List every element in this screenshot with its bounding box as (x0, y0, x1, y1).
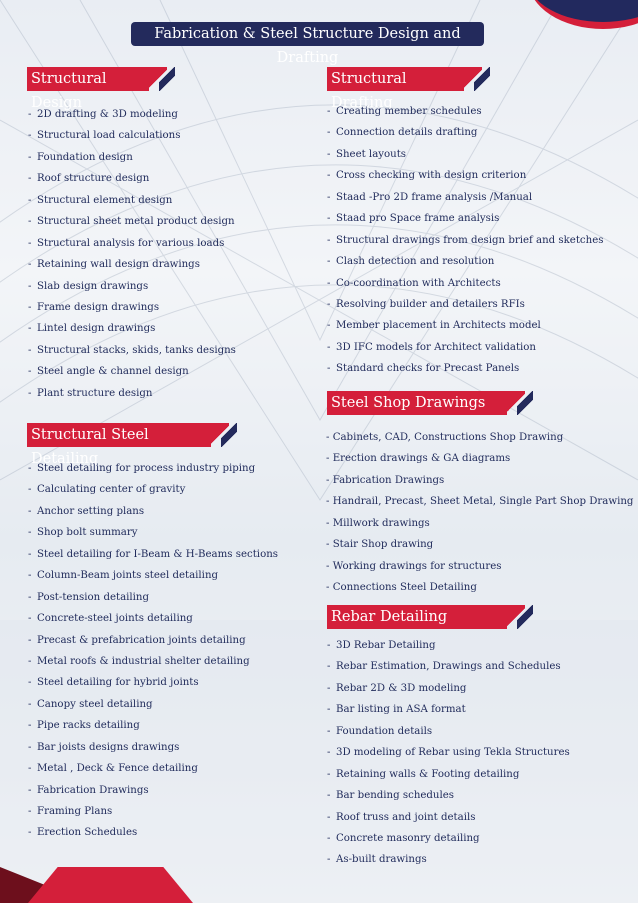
list-item: - Frame design drawings (28, 301, 160, 313)
list-item: - Calculating center of gravity (28, 484, 186, 496)
list-item: - Shop bolt summary (28, 527, 138, 539)
list-item: - Structural stacks, skids, tanks designs (28, 344, 236, 356)
section-heading-label: Structural Steel Detailing (31, 427, 149, 467)
list-item: - Structural element design (28, 194, 173, 206)
list-item: - Framing Plans (28, 806, 113, 817)
list-item: - Millwork drawings (326, 517, 430, 529)
list-item: - Fabrication Drawings (326, 474, 445, 486)
list-item: - Erection drawings & GA diagrams (326, 453, 511, 465)
heading-stripe-decoration (474, 67, 490, 91)
list-item: - Bar joists designs drawings (28, 741, 180, 753)
list-item: - Structural drawings from design brief and sketches (327, 234, 604, 246)
list-item: - Foundation details (327, 725, 433, 737)
list-item: - As-built drawings (327, 854, 427, 866)
list-item: - Pipe racks detailing (28, 720, 140, 732)
list-item: - 3D modeling of Rebar using Tekla Structures (327, 747, 570, 759)
list-item: - Precast & prefabrication joints detailing (28, 634, 246, 646)
list-item: - Standard checks for Precast Panels (327, 363, 520, 375)
list-item: - Structural load calculations (28, 130, 181, 142)
list-item: - Connections Steel Detailing (326, 582, 477, 594)
section-heading-label: Rebar Detailing (331, 609, 448, 625)
section-heading-label: Structural Design (31, 71, 107, 111)
heading-stripe-decoration (159, 67, 175, 91)
section-heading-structural-drafting (327, 67, 464, 111)
list-item: - Member placement in Architects model (327, 320, 541, 332)
list-item: - Retaining walls & Footing detailing (327, 768, 520, 780)
list-item: - Creating member schedules (327, 106, 482, 117)
list-item: - Working drawings for structures (326, 560, 502, 572)
list-item: - Cabinets, CAD, Constructions Shop Drawing (326, 432, 564, 443)
list-item: - 3D Rebar Detailing (327, 640, 436, 651)
list-item: - Steel detailing for hybrid joints (28, 677, 199, 689)
list-item: - Rebar Estimation, Drawings and Schedules (327, 661, 561, 673)
steel-shop-drawings-list (326, 427, 633, 599)
section-heading-structural-steel-detailing (27, 423, 211, 467)
heading-stripe-decoration (517, 605, 533, 629)
list-item: - Post-tension detailing (28, 591, 150, 603)
list-item: - Cross checking with design criterion (327, 170, 527, 182)
list-item: - Rebar 2D & 3D modeling (327, 682, 467, 694)
heading-stripe-decoration (517, 391, 533, 415)
structural-steel-detailing-list (28, 458, 278, 844)
list-item: - Metal , Deck & Fence detailing (28, 763, 198, 775)
list-item: - Bar listing in ASA format (327, 704, 466, 716)
list-item: - Canopy steel detailing (28, 698, 153, 710)
list-item: - Steel angle & channel design (28, 366, 189, 378)
list-item: - Metal roofs & industrial shelter detailing (28, 655, 250, 667)
list-item: - Handrail, Precast, Sheet Metal, Single Part Shop Drawing (326, 496, 634, 508)
list-item: - Steel detailing for I-Beam & H-Beams sections (28, 548, 278, 560)
section-heading-rebar-detailing (327, 605, 507, 629)
list-item: - Erection Schedules (28, 827, 138, 839)
list-item: - Bar bending schedules (327, 790, 455, 802)
list-item: - Staad -Pro 2D frame analysis /Manual (327, 191, 533, 203)
list-item: - Roof truss and joint details (327, 811, 476, 823)
list-item: - Clash detection and resolution (327, 256, 495, 268)
section-heading-structural-design (27, 67, 149, 111)
list-item: - Concrete masonry detailing (327, 832, 480, 844)
heading-stripe-decoration (221, 423, 237, 447)
section-heading-label: Structural Drafting (331, 71, 407, 111)
list-item: - Fabrication Drawings (28, 784, 149, 796)
list-item: - Slab design drawings (28, 280, 149, 292)
list-item: - Structural sheet metal product design (28, 216, 235, 228)
list-item: - Plant structure design (28, 387, 153, 399)
list-item: - Column-Beam joints steel detailing (28, 570, 219, 582)
structural-drafting-list (327, 101, 603, 380)
list-item: - Steel detailing for process industry piping (28, 463, 256, 474)
list-item: - Staad pro Space frame analysis (327, 213, 500, 225)
section-heading-label: Steel Shop Drawings (331, 395, 486, 411)
page-title: Fabrication & Steel Structure Design and Drafting (131, 22, 484, 46)
list-item: - Retaining wall design drawings (28, 259, 200, 271)
list-item: - Roof structure design (28, 173, 150, 185)
list-item: - Anchor setting plans (28, 505, 145, 517)
list-item: - Foundation design (28, 151, 133, 163)
list-item: - Stair Shop drawing (326, 539, 434, 551)
list-item: - Structural analysis for various loads (28, 237, 225, 249)
list-item: - 3D IFC models for Architect validation (327, 341, 536, 353)
section-heading-steel-shop-drawings (327, 391, 507, 415)
list-item: - 2D drafting & 3D modeling (28, 109, 178, 120)
list-item: - Concrete-steel joints detailing (28, 613, 193, 625)
list-item: - Sheet layouts (327, 148, 407, 160)
rebar-detailing-list (327, 635, 570, 871)
list-item: - Lintel design drawings (28, 323, 156, 335)
list-item: - Resolving builder and detailers RFIs (327, 298, 525, 310)
structural-design-list (28, 104, 236, 404)
list-item: - Connection details drafting (327, 127, 478, 139)
list-item: - Co-coordination with Architects (327, 277, 501, 289)
